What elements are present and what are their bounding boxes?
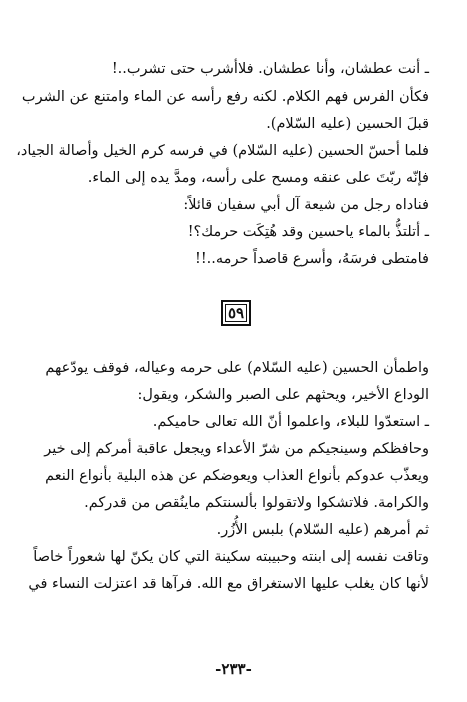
text-line: ثم أمرهم (عليه السّلام) بلبس الأُزُر. <box>216 522 429 538</box>
text-line: فكأن الفرس فهم الكلام. لكنه رفع رأسه عن الماء وامتنع عن الشرب <box>21 89 429 105</box>
text-line: وحافظكم وسينجيكم من شرّ الأعداء ويجعل عاقبة أمركم إلى خير <box>44 441 429 457</box>
text-line: فامتطى فرسَهُ، وأسرع قاصداً حرمه..!! <box>195 251 429 267</box>
text-line: واطمأن الحسين (عليه السّلام) على حرمه وعياله، فوقف يودّعهم <box>45 360 429 376</box>
text-line: والكرامة. فلاتشكوا ولاتقولوا بألسنتكم ماينُقص من قدركم. <box>84 495 429 511</box>
text-line: الوداع الأخير، ويحثهم على الصبر والشكر، ويقول: <box>137 387 429 403</box>
text-line: فناداه رجل من شيعة آل أبي سفيان قائلاً: <box>183 197 429 213</box>
text-line: قبلَ الحسين (عليه السّلام). <box>266 116 429 132</box>
section-number: ٥٩ <box>227 304 245 322</box>
text-line: ويعذّب عدوكم بأنواع العذاب ويعوضكم عن هذه البلية بأنواع النعم <box>45 468 429 484</box>
text-line: فلما أحسّ الحسين (عليه السّلام) في فرسه كرم الخيل وأصالة الجياد، <box>16 143 429 159</box>
text-line: ـ أتلتذُّ بالماء ياحسين وقد هُتِكَت حرمك؟! <box>187 224 429 240</box>
section-box-inner-border <box>225 304 247 322</box>
text-line: ـ استعدّوا للبلاء، واعلموا أنّ الله تعالى حاميكم. <box>152 414 429 430</box>
page-number: -٢٣٣- <box>215 660 252 678</box>
text-line: ـ أنت عطشان، وأنا عطشان. فلاأشرب حتى تشرب..! <box>111 61 429 77</box>
section-number-box <box>221 300 251 326</box>
text-line: لأنها كان يغلب عليها الاستغراق مع الله. فرآها قد اعتزلت النساء في <box>28 576 429 592</box>
text-line: وتاقت نفسه إلى ابنته وحبيبته سكينة التي كان يكنّ لها شعوراً خاصاً <box>33 549 429 565</box>
text-line: فإنّه ربّتَ على عنقه ومسح على رأسه، ومدَّ يده إلى الماء. <box>87 170 429 186</box>
